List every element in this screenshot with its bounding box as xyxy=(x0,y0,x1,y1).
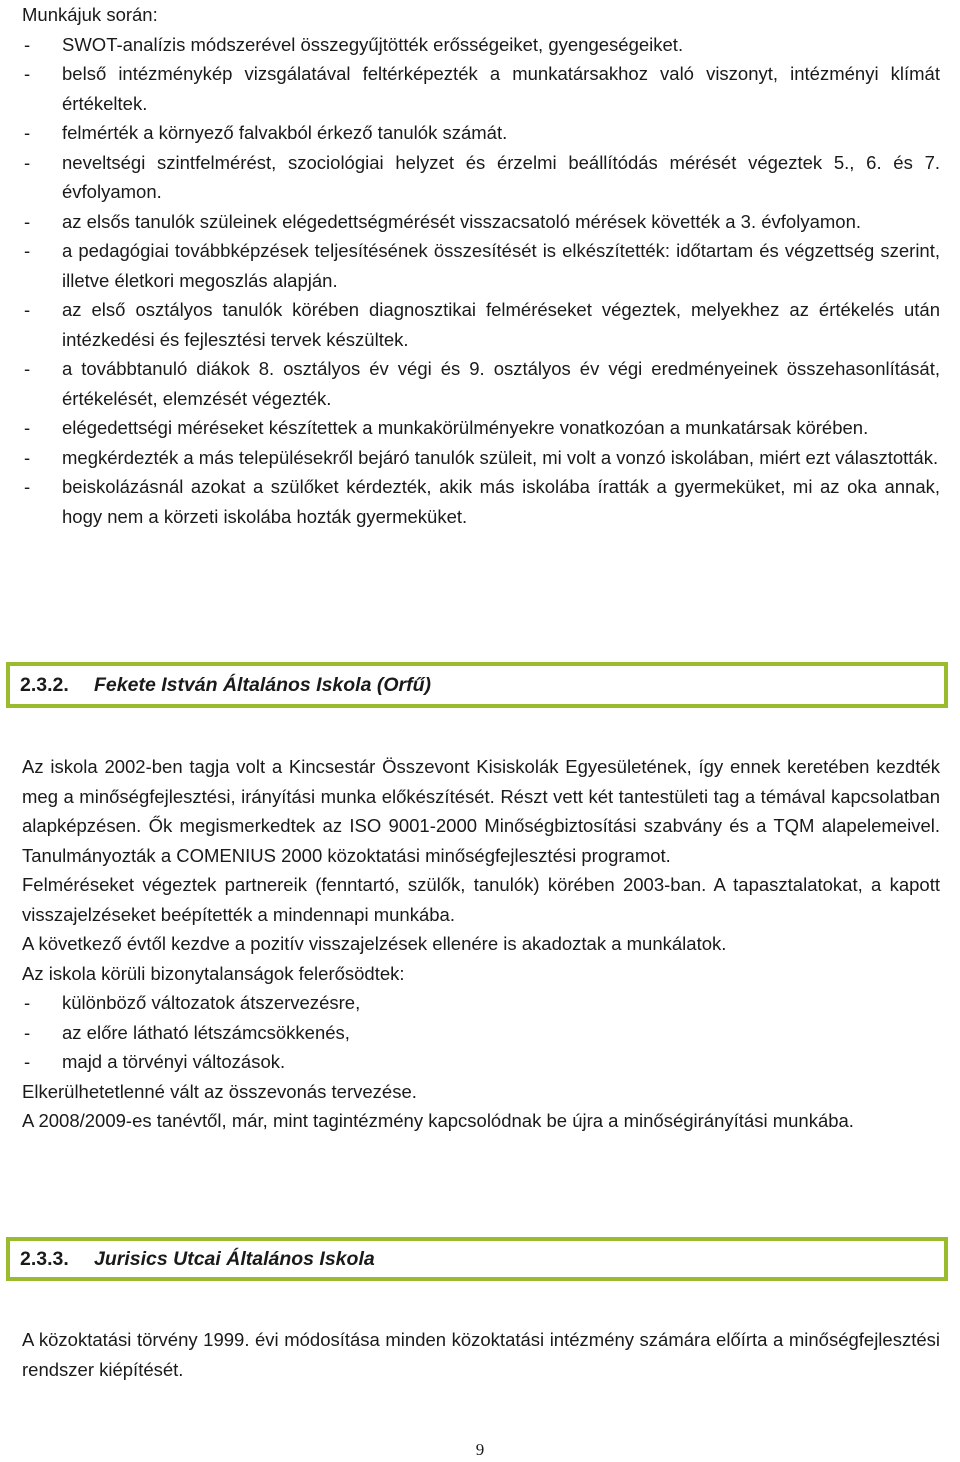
section-heading-2-3-3 xyxy=(6,1237,948,1281)
dash-bullet: - xyxy=(24,1021,31,1043)
paragraph: A következő évtől kezdve a pozitív visszajelzések ellenére is akadoztak a munkálatok. xyxy=(22,933,727,954)
intro-line: Munkájuk során: xyxy=(22,4,158,25)
heading-title: Fekete István Általános Iskola (Orfű) xyxy=(94,674,432,696)
list-item: - különböző változatok átszervezésre, xyxy=(22,988,940,1018)
paragraph: A 2008/2009-es tanévtől, már, mint tagintézmény kapcsolódnak be újra a minőségirányítási munkába. xyxy=(22,1110,854,1131)
dash-bullet: - xyxy=(24,417,31,438)
dash-bullet: - xyxy=(24,992,31,1013)
paragraph: A közoktatási törvény 1999. évi módosítása minden közoktatási intézmény számára előírta a minőségfejlesztési rendszer kiépítését. xyxy=(22,1329,940,1380)
dash-bullet: - xyxy=(24,63,31,84)
heading-number: 2.3.3. xyxy=(20,1248,69,1270)
section-activities xyxy=(22,0,940,531)
list-item: - elégedettségi méréseket készítettek a munkakörülményekre vonatkozóan a munkatársak körében. xyxy=(22,413,940,443)
section-jurisics xyxy=(22,1325,940,1384)
list-item: - az első osztályos tanulók körében diagnosztikai felméréseket végeztek, melyekhez az értékelés után intézkedési és fejlesztési tervek készültek. xyxy=(22,295,940,354)
list-item: - beiskolázásnál azokat a szülőket kérdezték, akik más iskolába íratták a gyermeküket, mi az oka annak, hogy nem a körzeti iskolába hozták gyermeküket. xyxy=(22,472,940,531)
dash-bullet: - xyxy=(24,151,31,173)
dash-bullet: - xyxy=(24,1051,31,1072)
page-number: 9 xyxy=(475,1440,485,1459)
dash-bullet: - xyxy=(24,358,31,379)
paragraph: Felméréseket végeztek partnereik (fenntartó, szülők, tanulók) körében 2003-ban. A tapasztalatokat, a kapott visszajelzéseket beépítették a mindennapi munkába. xyxy=(22,874,940,925)
section-heading-2-3-2 xyxy=(6,662,948,708)
dash-bullet: - xyxy=(24,446,31,468)
list-item: - az előre látható létszámcsökkenés, xyxy=(22,1018,940,1048)
dash-bullet: - xyxy=(24,122,31,143)
dash-bullet: - xyxy=(24,476,31,497)
list-item: - majd a törvényi változások. xyxy=(22,1047,940,1077)
section-fekete-istvan xyxy=(22,752,940,1136)
list-item: - az elsős tanulók szüleinek elégedettségmérését visszacsatoló mérések követték a 3. évfolyamon. xyxy=(22,207,940,237)
list-item: - a pedagógiai továbbképzések teljesítésének összesítését is elkészítették: időtartam és végzettség szerint, illetve életkori megoszlás alapján. xyxy=(22,236,940,295)
dash-bullet: - xyxy=(24,299,31,320)
activity-list xyxy=(22,30,940,532)
list-item: - neveltségi szintfelmérést, szociológiai helyzet és érzelmi beállítódás mérését végeztek 5., 6. és 7. évfolyamon. xyxy=(22,148,940,207)
list-item: - a továbbtanuló diákok 8. osztályos év végi és 9. osztályos év végi eredményeinek összehasonlítását, értékelését, elemzését végezték. xyxy=(22,354,940,413)
heading-title: Jurisics Utcai Általános Iskola xyxy=(94,1248,375,1270)
list-item: - SWOT-analízis módszerével összegyűjtötték erősségeiket, gyengeségeiket. xyxy=(22,30,940,60)
dash-bullet: - xyxy=(24,210,31,232)
paragraph: Az iskola 2002-ben tagja volt a Kincsestár Összevont Kisiskolák Egyesületének, így ennek keretében kezdték meg a minőségfejlesztési, irányítási munka előkészítését. Részt vett két tantestületi tag a témával kapcsolatban alapképzésen. Ők megismerkedtek az ISO 9001-2000 Minőségbiztosítási szabvány és a TQM alapelemeivel. Tanulmányozták a COMENIUS 2000 közoktatási minőségfejlesztési programot. xyxy=(22,756,940,866)
uncertainty-list xyxy=(22,988,940,1077)
list-item: - megkérdezték a más településekről bejáró tanulók szüleit, mi volt a vonzó iskolában, miért ezt választották. xyxy=(22,443,940,473)
paragraph: Elkerülhetetlenné vált az összevonás tervezése. xyxy=(22,1080,417,1102)
list-item: - belső intézménykép vizsgálatával feltérképezték a munkatársakhoz való viszonyt, intézményi klímát értékeltek. xyxy=(22,59,940,118)
list-item: - felmérték a környező falvakból érkező tanulók számát. xyxy=(22,118,940,148)
paragraph: Az iskola körüli bizonytalanságok felerősödtek: xyxy=(22,962,405,984)
dash-bullet: - xyxy=(24,33,31,55)
dash-bullet: - xyxy=(24,240,31,261)
heading-number: 2.3.2. xyxy=(20,674,69,696)
